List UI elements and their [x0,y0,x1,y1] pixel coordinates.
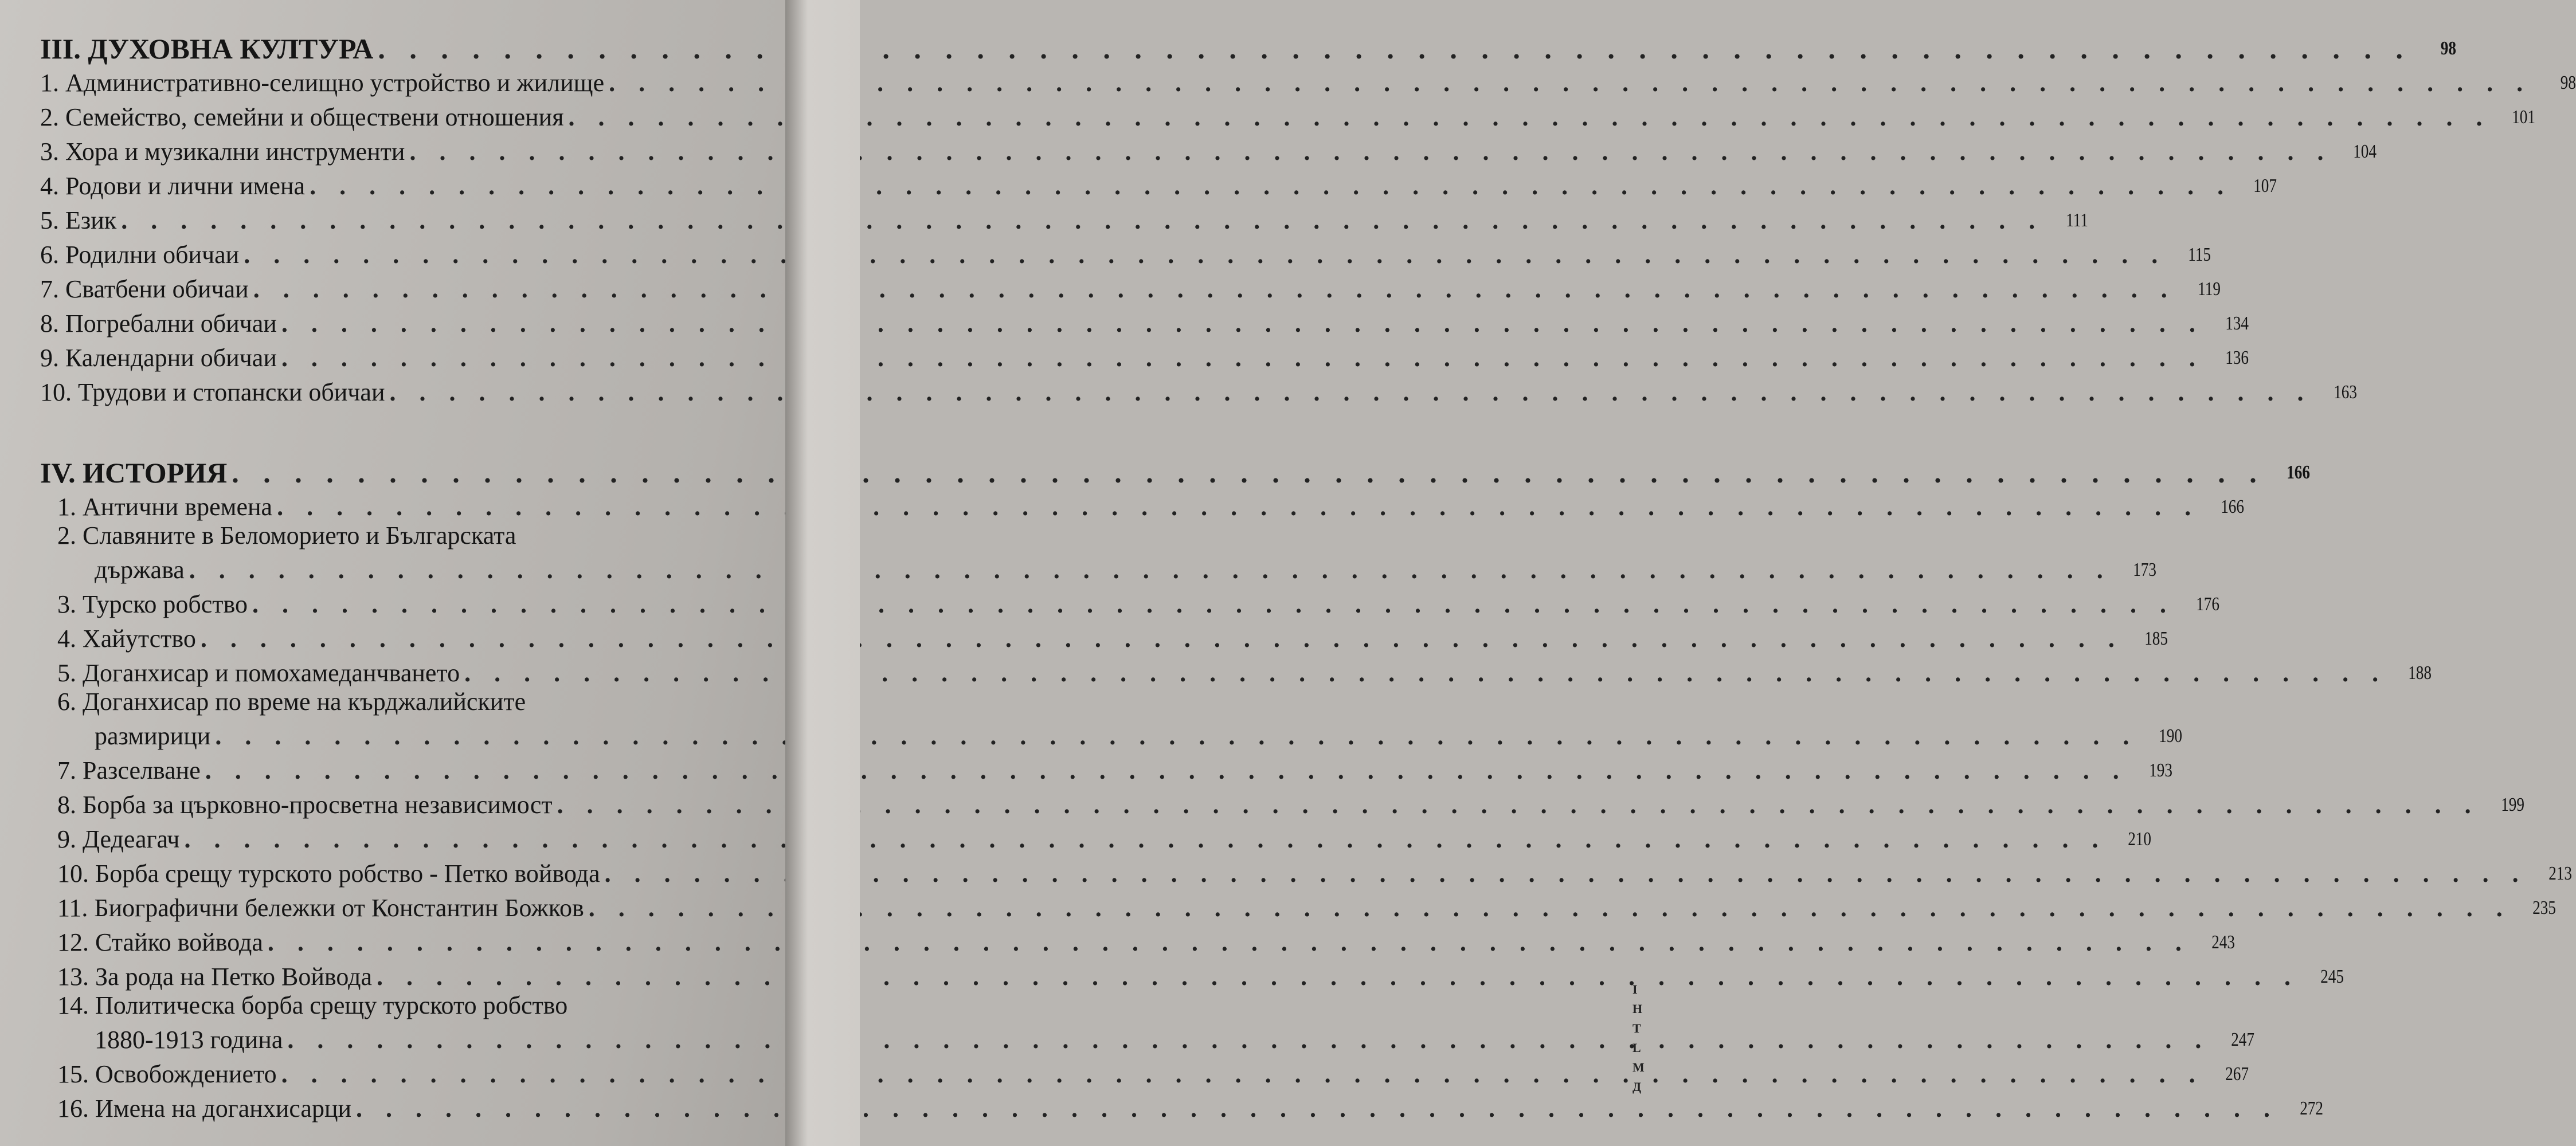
toc-entry [40,1054,2249,1089]
leader-dots [205,756,2128,785]
toc-entry [40,957,2344,991]
page-number: 267 [2225,1063,2249,1085]
leader-dots [189,556,2112,584]
toc-entry-label: 7. Разселване [57,756,201,784]
leader-dots [281,1060,2204,1089]
page-number: 272 [2300,1098,2324,1119]
leader-dots [310,172,2232,201]
page-number: 163 [2333,382,2357,403]
toc-entry [40,584,2219,619]
toc-entry-label: 6. Родилни обичаи [40,241,240,269]
toc-entry-label: 1. Административно-селищно устройство и жилище [40,69,605,97]
leader-dots [464,659,2387,688]
toc-entry-label: 7. Сватбени обичаи [40,275,249,303]
toc-entry-label: 2. Славяните в Беломорието и Българската [57,521,516,550]
page-number: 188 [2408,662,2432,684]
toc-entry [40,619,2168,653]
toc-entry-label: 10. Борба срещу турското робство - Петко войвода [57,859,600,888]
toc-entry [40,785,2524,819]
leader-dots [356,1094,2279,1123]
toc-entry [40,487,2245,521]
leader-dots [215,722,2137,751]
page-number: 190 [2159,725,2183,747]
toc-entry [40,1089,2324,1123]
toc-entry [40,132,2377,166]
leader-dots [409,138,2332,166]
toc-entry [40,63,2576,97]
leader-dots [201,625,2123,653]
toc-entry [40,269,2221,304]
page-number: 235 [2532,897,2556,919]
toc-entry [40,166,2277,201]
page-number: 98 [2440,38,2456,59]
page-number: 101 [2512,107,2536,128]
page-number: 213 [2548,863,2572,884]
page-number: 245 [2320,966,2344,987]
page-number: 185 [2144,628,2168,649]
page-number: 193 [2148,760,2172,781]
toc-entry-label: 15. Освобождението [57,1060,277,1088]
leader-dots [377,963,2299,991]
page-number: 199 [2500,794,2524,815]
leader-dots [287,1026,2210,1054]
page-number: 98 [2560,72,2576,93]
toc-entry [40,521,762,550]
leader-dots [605,859,2527,888]
toc-entry-label: 1. Антични времена [57,493,273,521]
toc-entry-label: 14. Политическа борба срещу турското робство [57,991,568,1019]
toc-entry [40,991,762,1020]
page-number: 134 [2225,313,2249,334]
toc-entry [40,819,2152,854]
leader-dots [589,894,2511,923]
toc-entry-label: 8. Борба за църковно-просветна независимост [57,791,553,819]
leader-dots [184,825,2107,854]
toc-entry-continuation [40,1020,2255,1054]
toc-entry-label: 4. Родови и лични имена [40,172,306,200]
toc-entry [40,372,2357,407]
leader-dots [390,378,2312,407]
leader-dots [244,241,2166,269]
toc-entry-label: 2. Семейство, семейни и обществени отношения [40,103,564,131]
toc-entry-label: 5. Език [40,206,117,234]
page-number: 176 [2196,594,2219,615]
leader-dots [252,590,2175,619]
page-number: 247 [2231,1029,2255,1050]
page-number: 115 [2188,244,2211,265]
leader-dots [253,275,2176,304]
toc-entry-label: 16. Имена на доганхисарци [57,1094,352,1123]
toc-entry [40,304,2249,338]
toc-entry-label-continuation: държава [95,556,185,584]
leader-dots [268,928,2190,957]
page-number: 136 [2225,347,2249,368]
leader-dots [609,69,2531,97]
toc-entry [40,888,2556,923]
leader-dots [277,493,2199,521]
toc-entry-continuation [40,550,2156,584]
toc-entry [40,653,2432,688]
adjacent-page-text-fragment: I Н Т L М Д [1632,982,1645,1094]
toc-entry-label: 3. Турско робство [57,590,248,618]
toc-entry-label: 13. За рода на Петко Войвода [57,963,372,991]
toc-entry [40,235,2211,269]
toc-entry [40,923,2235,957]
page-number: 166 [2221,496,2245,517]
toc-entry [40,338,2249,372]
page-number: 243 [2211,932,2235,953]
page-number: 104 [2353,141,2377,162]
leader-dots [121,206,2043,235]
section-heading: IV. ИСТОРИЯ [40,457,228,489]
toc-entry-label: 10. Трудови и стопански обичаи [40,378,385,406]
leader-dots [232,458,2265,487]
toc-entry-label: 11. Биографични бележки от Константин Божков [57,894,584,922]
section-heading: III. ДУХОВНА КУЛТУРА [40,33,374,65]
leader-dots [378,34,2411,63]
section-3 [40,23,2576,407]
toc-entry-continuation [40,716,2183,751]
toc-entry-label-continuation: размирици [95,722,211,750]
toc-entry-label: 3. Хора и музикални инструменти [40,138,405,166]
toc-entry-label: 12. Стайко войвода [57,928,263,956]
page-number: 210 [2128,829,2152,850]
toc-entry-label: 6. Доганхисар по време на кърджалийските [57,688,526,716]
adjacent-page-edge [785,0,1645,1146]
toc-entry-label: 5. Доганхисар и помохамеданчването [57,659,460,687]
page-number: 111 [2066,210,2089,231]
toc-entry-label-continuation: 1880-1913 година [95,1026,283,1054]
toc-entry-label: 4. Хайутство [57,625,196,653]
toc-entry [40,97,2536,132]
toc-entry [40,201,2089,235]
page-number: 119 [2197,278,2221,300]
toc-entry-label: 8. Погребални обичаи [40,309,277,337]
toc-entry-label: 9. Дедеагач [57,825,180,853]
page-number: 107 [2253,175,2277,197]
page-number: 166 [2286,462,2310,483]
section-heading-row [40,23,2456,65]
toc-entry [40,854,2572,888]
leader-dots [281,309,2204,338]
section-heading-row [40,447,2310,489]
page-number: 173 [2132,559,2156,580]
leader-dots [281,344,2204,372]
toc-entry-label: 9. Календарни обичаи [40,344,277,372]
toc-entry [40,751,2172,785]
toc-entry [40,688,762,716]
